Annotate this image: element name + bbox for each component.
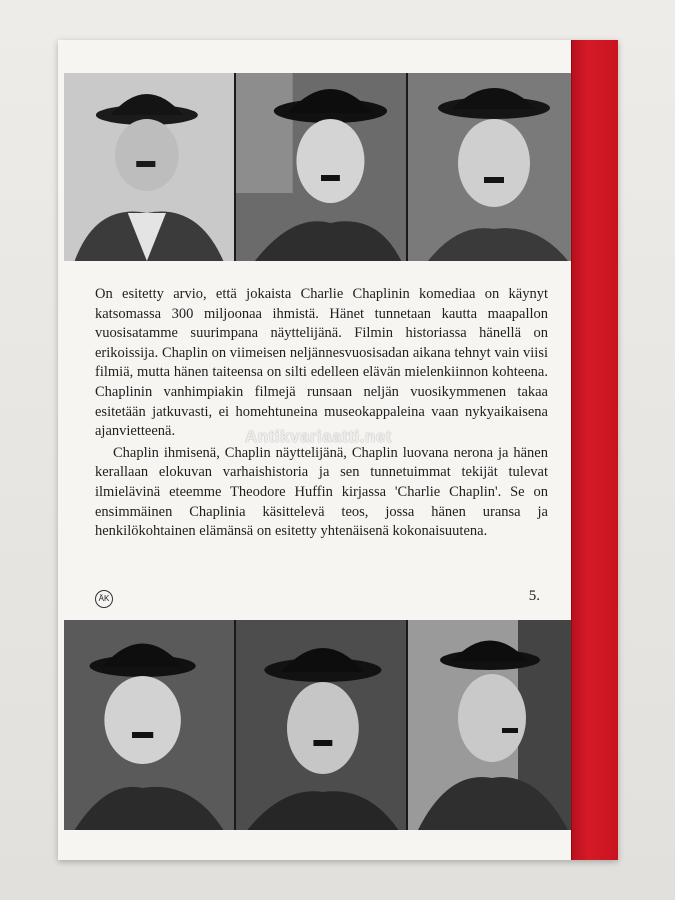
chaplin-portrait-3 — [408, 73, 578, 261]
price-class-number: 5. — [528, 588, 540, 604]
bottom-photo-strip — [64, 620, 578, 830]
blurb-paragraph-2: Chaplin ihmisenä, Chaplin näyttelijänä, Chaplin luovana nerona ja hänen kerallaan elokuvan varhaishistoria ja sen tunnetuimmat tekijät tulevat ilmielävinä eteemme Theodore Huffin kirjassa 'Charlie Chaplin'. Se on ensimmäinen Chaplinia käsittelevä teos, jossa hänen uransa ja henkilökohtainen elämänsä on esitetty yhtenäisenä kokonaisuutena. — [95, 444, 548, 540]
chaplin-portrait-6 — [408, 620, 578, 830]
book-back-cover — [58, 40, 618, 860]
chaplin-portrait-2 — [236, 73, 406, 261]
publisher-logo: ÄK — [95, 590, 113, 608]
watermark-text: Antikvariaatti.net — [245, 427, 392, 446]
chaplin-portrait-1 — [64, 73, 234, 261]
chaplin-portrait-4 — [64, 620, 234, 830]
chaplin-portrait-5 — [236, 620, 406, 830]
blurb-text — [95, 285, 548, 542]
blurb-paragraph-1: On esitetty arvio, että jokaista Charlie Chaplinin komediaa on käynyt katsomassa 300 miljoonaa ihmistä. Hänet tunnetaan kautta maapallon vuosisatamme suurimpana näyttelijänä. Filmin historiassa hänellä on erikoissija. Chaplin on viimeisen neljännesvuosisadan aikana tehnyt vain viisi filmiä, mutta hänen taiteensa on silti edelleen elävän mielenkiinnon kohteena. Chaplinin vanhimpiakin filmejä runsaan neljän vuosikymmenen takaa esitetään jatkuvasti, ei homehtuneina museokappaleina vaan nykyaikaisena ajanvietteenä. — [95, 286, 548, 440]
red-spine — [571, 40, 618, 860]
top-photo-strip — [64, 73, 578, 261]
cover-surface — [58, 40, 572, 860]
